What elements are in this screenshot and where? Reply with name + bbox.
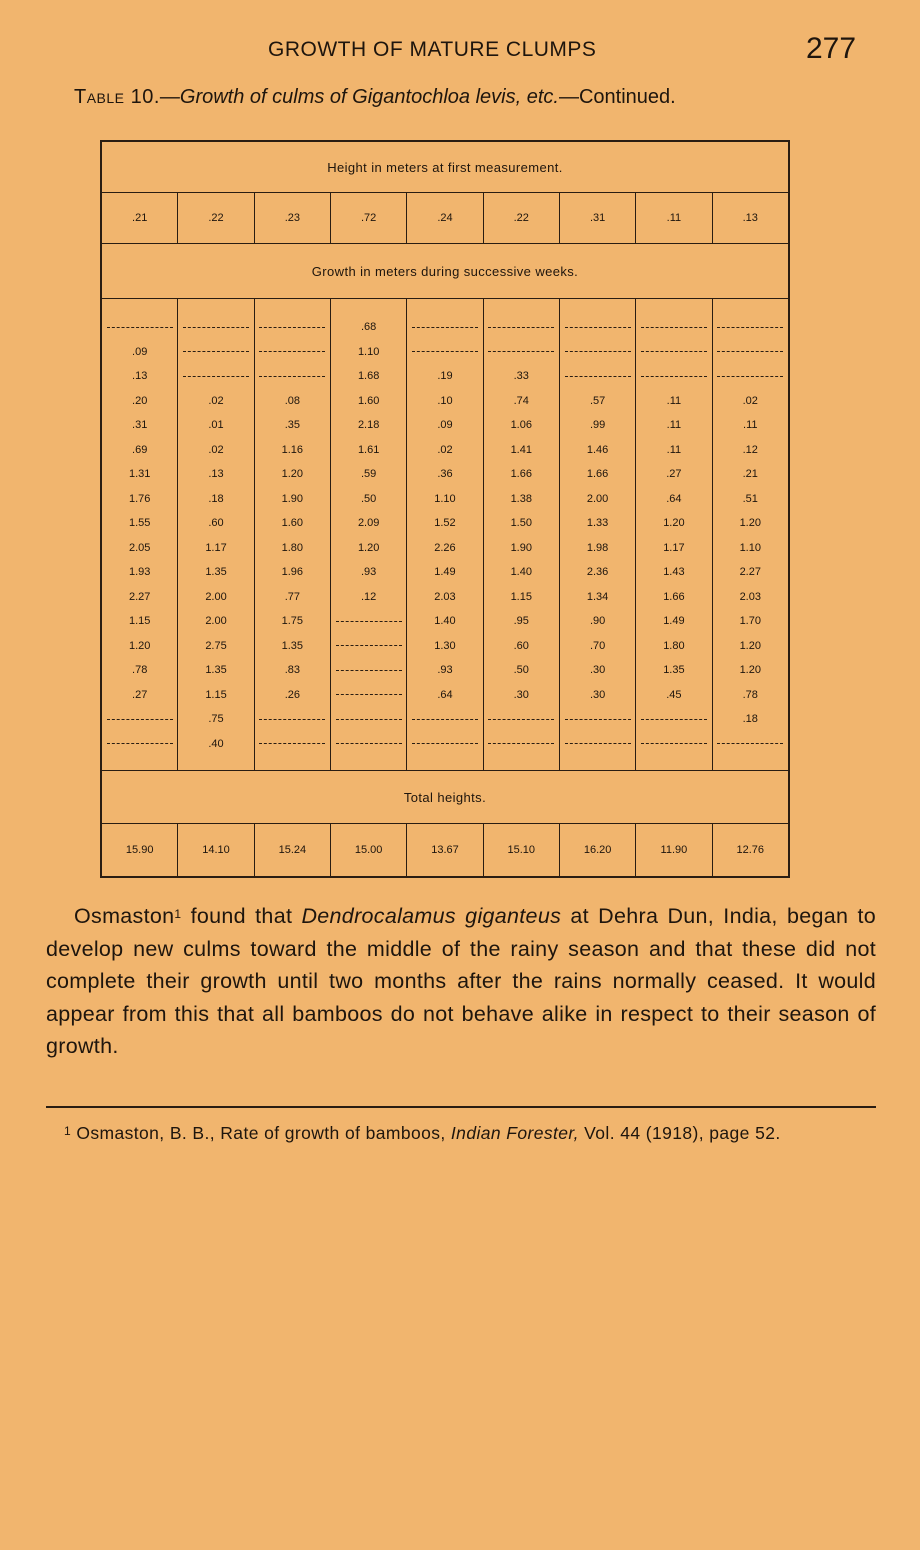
growth-cell bbox=[101, 707, 178, 732]
growth-row bbox=[101, 364, 789, 389]
empty-cell-dash bbox=[488, 743, 554, 744]
growth-cell: 1.17 bbox=[178, 536, 254, 561]
table-section-heading bbox=[101, 771, 789, 824]
paragraph-text: at Dehra Dun, India, began to develop new culms toward the middle of the rainy season and that these did not complete their growth until two months after the rains normally ceased. It would appear from this that all bamboos do not behave alike in respect to their season of growth. bbox=[46, 904, 876, 1058]
growth-cell bbox=[331, 683, 407, 708]
footnote-divider bbox=[46, 1106, 876, 1108]
author-name: Osmaston bbox=[74, 904, 175, 928]
growth-cell: .83 bbox=[254, 658, 330, 683]
growth-cell: 2.03 bbox=[407, 585, 483, 610]
total-height-cell: 12.76 bbox=[712, 824, 789, 878]
growth-cell: 1.90 bbox=[254, 487, 330, 512]
growth-table bbox=[100, 140, 790, 878]
growth-cell: 1.76 bbox=[101, 487, 178, 512]
growth-cell: .64 bbox=[407, 683, 483, 708]
growth-cell: 1.60 bbox=[254, 511, 330, 536]
journal-name: Indian Forester, bbox=[450, 1123, 579, 1143]
growth-cell: 1.80 bbox=[254, 536, 330, 561]
growth-cell: .08 bbox=[254, 389, 330, 414]
empty-cell-dash bbox=[641, 351, 707, 352]
growth-cell: 1.35 bbox=[178, 658, 254, 683]
total-height-cell: 13.67 bbox=[407, 824, 483, 878]
growth-cell: 1.40 bbox=[407, 609, 483, 634]
growth-cell: .78 bbox=[101, 658, 178, 683]
growth-cell bbox=[178, 299, 254, 340]
species-name: Dendrocalamus giganteus bbox=[301, 904, 562, 928]
growth-cell: .69 bbox=[101, 438, 178, 463]
growth-cell: 1.98 bbox=[559, 536, 635, 561]
empty-cell-dash bbox=[412, 719, 478, 720]
growth-cell: .19 bbox=[407, 364, 483, 389]
footnote-text: Vol. 44 (1918), page 52. bbox=[578, 1123, 781, 1143]
growth-cell: .93 bbox=[407, 658, 483, 683]
empty-cell-dash bbox=[412, 743, 478, 744]
total-height-cell: 15.90 bbox=[101, 824, 178, 878]
growth-cell: .02 bbox=[407, 438, 483, 463]
growth-cell: 1.10 bbox=[407, 487, 483, 512]
growth-cell bbox=[712, 340, 789, 365]
empty-cell-dash bbox=[107, 327, 173, 328]
empty-cell-dash bbox=[565, 327, 631, 328]
growth-cell: 1.20 bbox=[712, 634, 789, 659]
growth-cell: 2.27 bbox=[101, 585, 178, 610]
growth-row bbox=[101, 462, 789, 487]
first-measurement-cell: .31 bbox=[559, 193, 635, 244]
empty-cell-dash bbox=[259, 351, 325, 352]
growth-cell bbox=[559, 340, 635, 365]
growth-cell bbox=[636, 707, 712, 732]
empty-cell-dash bbox=[565, 376, 631, 377]
growth-cell: 1.35 bbox=[178, 560, 254, 585]
growth-cell bbox=[636, 340, 712, 365]
table-label: Table 10. bbox=[74, 86, 160, 108]
table-section-heading bbox=[101, 141, 789, 193]
growth-cell: 1.49 bbox=[407, 560, 483, 585]
empty-cell-dash bbox=[259, 719, 325, 720]
growth-cell: 1.66 bbox=[636, 585, 712, 610]
growth-cell: .11 bbox=[636, 413, 712, 438]
growth-cell: .02 bbox=[712, 389, 789, 414]
growth-cell: .12 bbox=[331, 585, 407, 610]
empty-cell-dash bbox=[412, 327, 478, 328]
growth-cell: 1.10 bbox=[331, 340, 407, 365]
empty-cell-dash bbox=[336, 645, 402, 646]
empty-cell-dash bbox=[107, 719, 173, 720]
footnote-marker: 1 bbox=[64, 1124, 72, 1138]
growth-cell: 1.15 bbox=[101, 609, 178, 634]
growth-cell: .95 bbox=[483, 609, 559, 634]
growth-cell: 1.17 bbox=[636, 536, 712, 561]
growth-cell: .99 bbox=[559, 413, 635, 438]
growth-cell: .68 bbox=[331, 299, 407, 340]
growth-cell: 1.20 bbox=[331, 536, 407, 561]
empty-cell-dash bbox=[183, 376, 249, 377]
growth-cell: .20 bbox=[101, 389, 178, 414]
footnote bbox=[46, 1120, 876, 1146]
growth-cell: .09 bbox=[407, 413, 483, 438]
growth-cell: .30 bbox=[559, 683, 635, 708]
growth-cell: .30 bbox=[559, 658, 635, 683]
growth-cell: .27 bbox=[101, 683, 178, 708]
total-height-cell: 15.00 bbox=[331, 824, 407, 878]
caption-dash: — bbox=[558, 86, 579, 108]
growth-cell bbox=[331, 634, 407, 659]
body-paragraph bbox=[46, 900, 876, 1063]
empty-cell-dash bbox=[717, 376, 783, 377]
growth-cell: 1.75 bbox=[254, 609, 330, 634]
growth-cell bbox=[178, 340, 254, 365]
empty-cell-dash bbox=[488, 327, 554, 328]
growth-cell bbox=[559, 299, 635, 340]
empty-cell-dash bbox=[183, 327, 249, 328]
growth-cell: .31 bbox=[101, 413, 178, 438]
empty-cell-dash bbox=[107, 743, 173, 744]
caption-dash: — bbox=[159, 86, 180, 108]
growth-cell: 1.16 bbox=[254, 438, 330, 463]
growth-cell: 1.20 bbox=[712, 511, 789, 536]
growth-cell: 1.46 bbox=[559, 438, 635, 463]
total-height-cell: 14.10 bbox=[178, 824, 254, 878]
growth-heading: Growth in meters during successive weeks. bbox=[101, 244, 789, 299]
growth-cell: .33 bbox=[483, 364, 559, 389]
empty-cell-dash bbox=[641, 719, 707, 720]
growth-cell: 1.40 bbox=[483, 560, 559, 585]
empty-cell-dash bbox=[641, 327, 707, 328]
empty-cell-dash bbox=[717, 327, 783, 328]
growth-cell: 2.75 bbox=[178, 634, 254, 659]
growth-cell bbox=[407, 299, 483, 340]
growth-cell: 1.66 bbox=[483, 462, 559, 487]
first-measurement-cell: .21 bbox=[101, 193, 178, 244]
growth-row bbox=[101, 438, 789, 463]
growth-cell: 1.38 bbox=[483, 487, 559, 512]
growth-cell: 2.03 bbox=[712, 585, 789, 610]
growth-cell bbox=[712, 364, 789, 389]
growth-cell bbox=[407, 707, 483, 732]
growth-cell: 1.96 bbox=[254, 560, 330, 585]
growth-cell: 1.61 bbox=[331, 438, 407, 463]
growth-cell: 1.34 bbox=[559, 585, 635, 610]
growth-cell: 1.41 bbox=[483, 438, 559, 463]
growth-cell: 2.00 bbox=[178, 585, 254, 610]
growth-cell: .90 bbox=[559, 609, 635, 634]
growth-cell: .18 bbox=[178, 487, 254, 512]
growth-cell bbox=[254, 364, 330, 389]
empty-cell-dash bbox=[183, 351, 249, 352]
growth-cell: .11 bbox=[712, 413, 789, 438]
growth-cell: .78 bbox=[712, 683, 789, 708]
growth-row bbox=[101, 683, 789, 708]
total-height-cell: 15.24 bbox=[254, 824, 330, 878]
growth-cell: .36 bbox=[407, 462, 483, 487]
growth-cell: .59 bbox=[331, 462, 407, 487]
empty-cell-dash bbox=[336, 621, 402, 622]
empty-cell-dash bbox=[717, 351, 783, 352]
growth-cell: 1.15 bbox=[178, 683, 254, 708]
growth-cell: 2.00 bbox=[559, 487, 635, 512]
growth-cell: 1.35 bbox=[254, 634, 330, 659]
growth-cell bbox=[483, 340, 559, 365]
growth-cell: .21 bbox=[712, 462, 789, 487]
growth-cell bbox=[636, 732, 712, 771]
growth-cell: 1.31 bbox=[101, 462, 178, 487]
growth-cell: .35 bbox=[254, 413, 330, 438]
empty-cell-dash bbox=[336, 694, 402, 695]
first-measurement-cell: .11 bbox=[636, 193, 712, 244]
empty-cell-dash bbox=[336, 719, 402, 720]
growth-cell: .09 bbox=[101, 340, 178, 365]
first-measurement-cell: .72 bbox=[331, 193, 407, 244]
first-measurement-cell: .22 bbox=[178, 193, 254, 244]
growth-cell: .45 bbox=[636, 683, 712, 708]
growth-cell: 1.66 bbox=[559, 462, 635, 487]
growth-cell: 2.26 bbox=[407, 536, 483, 561]
paragraph-text: found that bbox=[181, 904, 302, 928]
growth-cell bbox=[254, 299, 330, 340]
growth-row bbox=[101, 511, 789, 536]
growth-row bbox=[101, 585, 789, 610]
growth-cell: 2.36 bbox=[559, 560, 635, 585]
growth-cell: .93 bbox=[331, 560, 407, 585]
growth-cell: 1.93 bbox=[101, 560, 178, 585]
empty-cell-dash bbox=[336, 743, 402, 744]
growth-cell: .11 bbox=[636, 389, 712, 414]
empty-cell-dash bbox=[717, 743, 783, 744]
first-measurement-heading: Height in meters at first measurement. bbox=[101, 141, 789, 193]
growth-cell: .51 bbox=[712, 487, 789, 512]
growth-cell bbox=[483, 732, 559, 771]
growth-cell: .10 bbox=[407, 389, 483, 414]
growth-cell bbox=[331, 658, 407, 683]
growth-cell: 1.90 bbox=[483, 536, 559, 561]
growth-cell: .13 bbox=[101, 364, 178, 389]
running-head: GROWTH OF MATURE CLUMPS bbox=[268, 38, 597, 61]
growth-cell bbox=[636, 364, 712, 389]
growth-cell: 1.35 bbox=[636, 658, 712, 683]
growth-cell bbox=[331, 609, 407, 634]
page-header bbox=[0, 32, 920, 72]
growth-cell: .57 bbox=[559, 389, 635, 414]
growth-cell: 2.27 bbox=[712, 560, 789, 585]
growth-cell bbox=[254, 707, 330, 732]
empty-cell-dash bbox=[565, 719, 631, 720]
empty-cell-dash bbox=[336, 670, 402, 671]
growth-cell: 1.20 bbox=[636, 511, 712, 536]
growth-cell: 2.00 bbox=[178, 609, 254, 634]
total-heights-heading: Total heights. bbox=[101, 771, 789, 824]
growth-cell: .30 bbox=[483, 683, 559, 708]
growth-cell: 1.20 bbox=[712, 658, 789, 683]
growth-cell bbox=[101, 299, 178, 340]
growth-cell: 1.20 bbox=[254, 462, 330, 487]
growth-cell: 1.10 bbox=[712, 536, 789, 561]
growth-cell: 1.60 bbox=[331, 389, 407, 414]
growth-cell: .27 bbox=[636, 462, 712, 487]
growth-cell: .12 bbox=[712, 438, 789, 463]
growth-cell: .26 bbox=[254, 683, 330, 708]
growth-cell bbox=[636, 299, 712, 340]
empty-cell-dash bbox=[488, 719, 554, 720]
first-measurement-cell: .13 bbox=[712, 193, 789, 244]
growth-cell: .75 bbox=[178, 707, 254, 732]
growth-row bbox=[101, 609, 789, 634]
table-title: Growth of culms of Gigantochloa levis, etc. bbox=[179, 86, 559, 108]
footnote-text: Osmaston, B. B., Rate of growth of bamboos, bbox=[71, 1123, 451, 1143]
growth-cell: .64 bbox=[636, 487, 712, 512]
growth-cell: 1.43 bbox=[636, 560, 712, 585]
first-measurement-cell: .22 bbox=[483, 193, 559, 244]
growth-row bbox=[101, 389, 789, 414]
growth-cell: 1.68 bbox=[331, 364, 407, 389]
empty-cell-dash bbox=[565, 743, 631, 744]
total-heights-row bbox=[101, 824, 789, 878]
growth-row bbox=[101, 732, 789, 771]
empty-cell-dash bbox=[259, 376, 325, 377]
growth-cell bbox=[407, 340, 483, 365]
growth-cell: 1.50 bbox=[483, 511, 559, 536]
caption-suffix: Continued. bbox=[578, 86, 676, 108]
growth-row bbox=[101, 634, 789, 659]
growth-cell: 1.30 bbox=[407, 634, 483, 659]
growth-cell: .60 bbox=[483, 634, 559, 659]
growth-cell bbox=[712, 299, 789, 340]
growth-cell: .01 bbox=[178, 413, 254, 438]
growth-cell: .02 bbox=[178, 389, 254, 414]
growth-cell bbox=[331, 732, 407, 771]
empty-cell-dash bbox=[412, 351, 478, 352]
empty-cell-dash bbox=[641, 743, 707, 744]
growth-cell bbox=[559, 732, 635, 771]
growth-cell: 1.80 bbox=[636, 634, 712, 659]
empty-cell-dash bbox=[565, 351, 631, 352]
growth-cell bbox=[559, 364, 635, 389]
growth-cell: .50 bbox=[331, 487, 407, 512]
growth-cell bbox=[407, 732, 483, 771]
growth-row bbox=[101, 413, 789, 438]
page-number: 277 bbox=[806, 32, 857, 65]
growth-cell: .13 bbox=[178, 462, 254, 487]
total-height-cell: 16.20 bbox=[559, 824, 635, 878]
growth-row bbox=[101, 487, 789, 512]
growth-cell bbox=[101, 732, 178, 771]
growth-cell: 2.18 bbox=[331, 413, 407, 438]
growth-cell: .40 bbox=[178, 732, 254, 771]
growth-cell: 1.33 bbox=[559, 511, 635, 536]
growth-row bbox=[101, 707, 789, 732]
growth-cell: 2.05 bbox=[101, 536, 178, 561]
growth-cell bbox=[254, 732, 330, 771]
growth-cell bbox=[483, 299, 559, 340]
empty-cell-dash bbox=[488, 351, 554, 352]
growth-cell bbox=[483, 707, 559, 732]
growth-cell bbox=[712, 732, 789, 771]
footnote-reference: 1 bbox=[174, 907, 182, 921]
growth-cell: 1.06 bbox=[483, 413, 559, 438]
growth-cell: .02 bbox=[178, 438, 254, 463]
growth-row bbox=[101, 658, 789, 683]
growth-cell: 1.55 bbox=[101, 511, 178, 536]
growth-cell: 1.49 bbox=[636, 609, 712, 634]
empty-cell-dash bbox=[259, 743, 325, 744]
growth-cell: 1.20 bbox=[101, 634, 178, 659]
total-height-cell: 15.10 bbox=[483, 824, 559, 878]
first-measurement-row bbox=[101, 193, 789, 244]
growth-cell: 1.70 bbox=[712, 609, 789, 634]
total-height-cell: 11.90 bbox=[636, 824, 712, 878]
first-measurement-cell: .24 bbox=[407, 193, 483, 244]
growth-cell bbox=[331, 707, 407, 732]
growth-row bbox=[101, 536, 789, 561]
table-body bbox=[101, 141, 789, 877]
first-measurement-cell: .23 bbox=[254, 193, 330, 244]
growth-row bbox=[101, 299, 789, 340]
table-caption bbox=[74, 86, 854, 109]
growth-cell: .18 bbox=[712, 707, 789, 732]
growth-cell: .11 bbox=[636, 438, 712, 463]
growth-cell bbox=[254, 340, 330, 365]
growth-row bbox=[101, 340, 789, 365]
growth-cell: .50 bbox=[483, 658, 559, 683]
empty-cell-dash bbox=[641, 376, 707, 377]
growth-cell bbox=[559, 707, 635, 732]
growth-cell: 2.09 bbox=[331, 511, 407, 536]
empty-cell-dash bbox=[259, 327, 325, 328]
growth-cell: 1.15 bbox=[483, 585, 559, 610]
growth-cell: .70 bbox=[559, 634, 635, 659]
growth-row bbox=[101, 560, 789, 585]
growth-cell: .74 bbox=[483, 389, 559, 414]
growth-cell bbox=[178, 364, 254, 389]
table-section-heading bbox=[101, 244, 789, 299]
growth-cell: 1.52 bbox=[407, 511, 483, 536]
growth-cell: .60 bbox=[178, 511, 254, 536]
growth-cell: .77 bbox=[254, 585, 330, 610]
